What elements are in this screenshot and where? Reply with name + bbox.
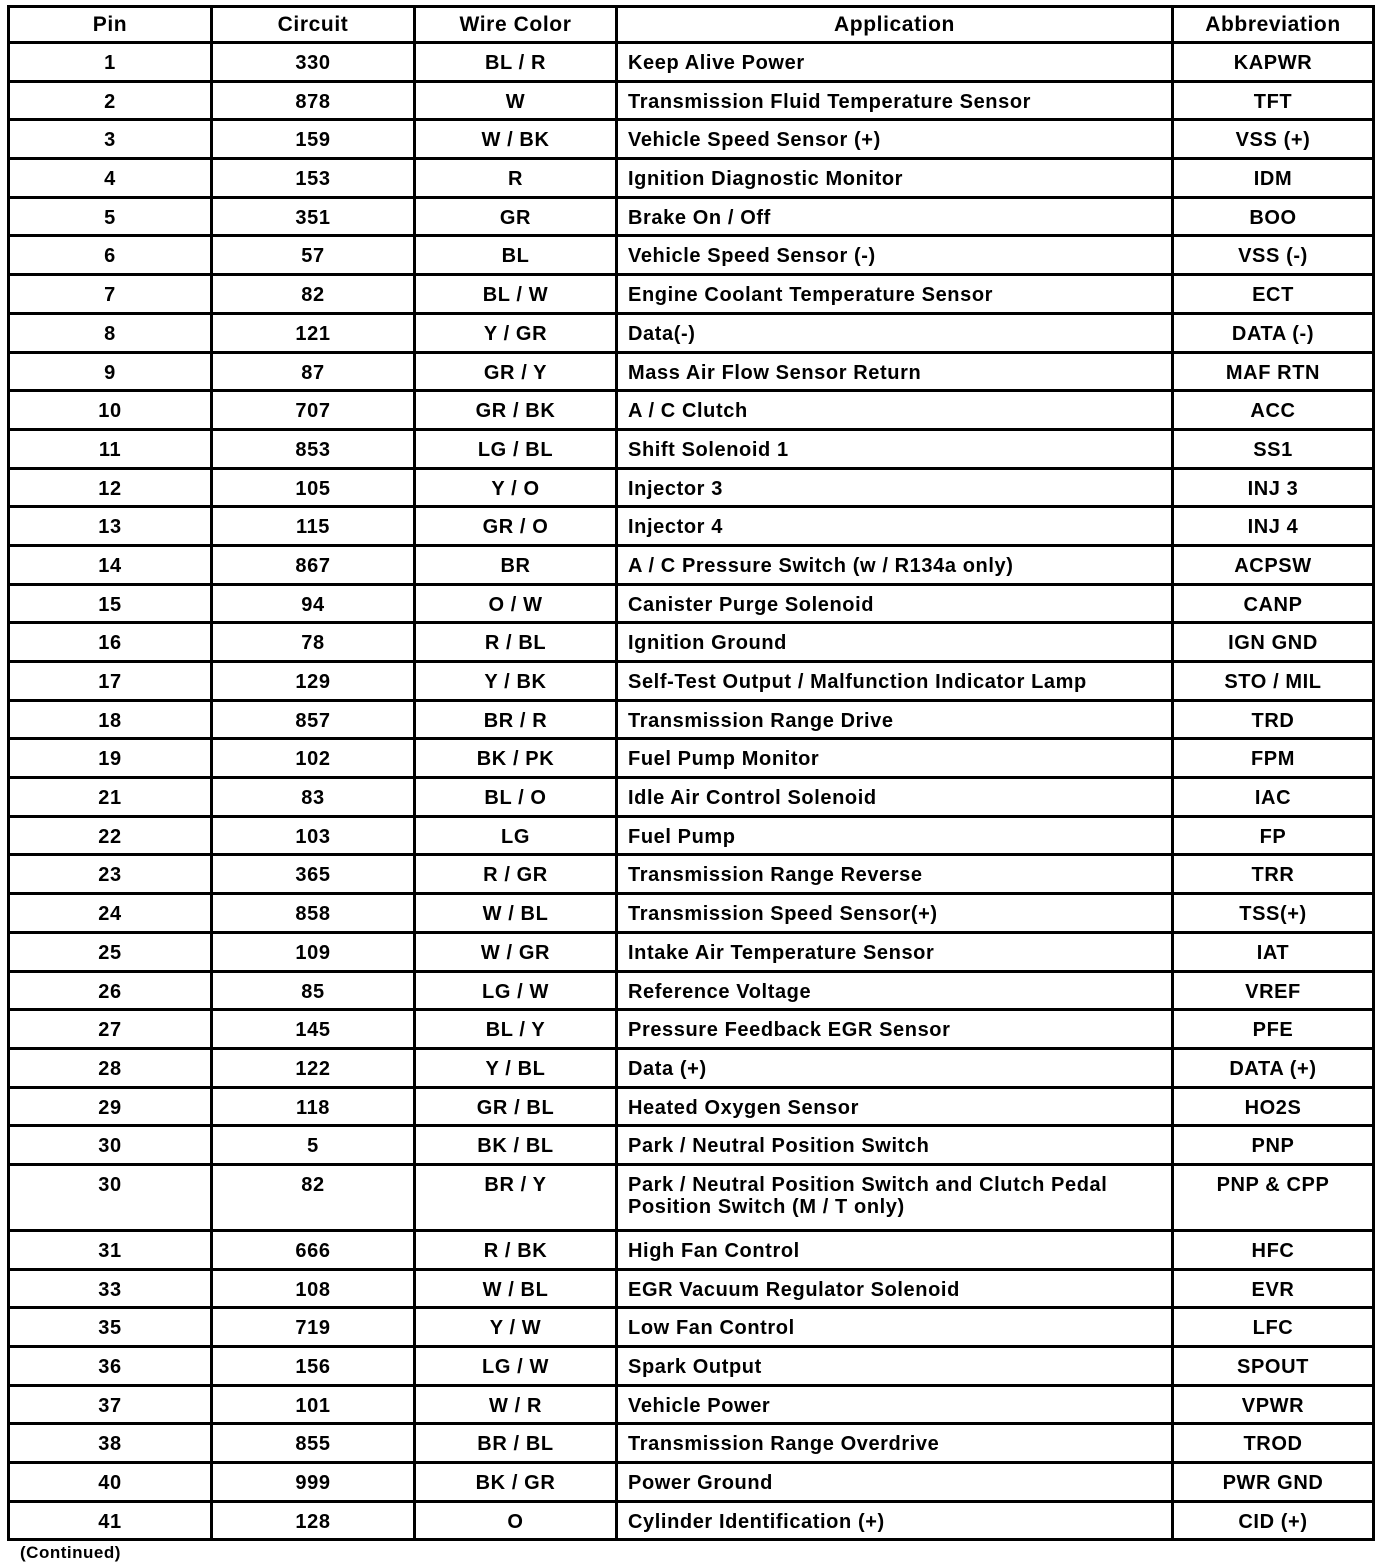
abbreviation-cell: DATA (+) <box>1173 1048 1374 1087</box>
table-row <box>9 1126 1374 1165</box>
wire-color-cell: BL / R <box>415 43 617 82</box>
pin-cell: 38 <box>9 1424 212 1463</box>
pin-cell: 6 <box>9 236 212 275</box>
wire-color-cell: LG / W <box>415 971 617 1010</box>
circuit-cell: 121 <box>212 313 415 352</box>
table-row <box>9 507 1374 546</box>
abbreviation-cell: INJ 4 <box>1173 507 1374 546</box>
abbreviation-cell: LFC <box>1173 1308 1374 1347</box>
table-row <box>9 352 1374 391</box>
circuit-cell: 82 <box>212 1164 415 1230</box>
abbreviation-cell: DATA (-) <box>1173 313 1374 352</box>
application-cell: Cylinder Identification (+) <box>617 1501 1173 1540</box>
circuit-cell: 351 <box>212 197 415 236</box>
wire-color-cell: W / R <box>415 1385 617 1424</box>
circuit-cell: 101 <box>212 1385 415 1424</box>
pin-cell: 16 <box>9 623 212 662</box>
abbreviation-cell: IAT <box>1173 932 1374 971</box>
wire-color-cell: Y / W <box>415 1308 617 1347</box>
wire-color-cell: Y / BK <box>415 662 617 701</box>
table-row <box>9 313 1374 352</box>
header-pin: Pin <box>9 7 212 43</box>
application-cell: Transmission Speed Sensor(+) <box>617 894 1173 933</box>
table-row <box>9 700 1374 739</box>
application-cell: Ignition Diagnostic Monitor <box>617 159 1173 198</box>
table-row <box>9 197 1374 236</box>
circuit-cell: 78 <box>212 623 415 662</box>
header-application: Application <box>617 7 1173 43</box>
pin-cell: 15 <box>9 584 212 623</box>
table-row <box>9 1347 1374 1386</box>
pin-cell: 21 <box>9 778 212 817</box>
circuit-cell: 108 <box>212 1269 415 1308</box>
application-cell: Transmission Range Reverse <box>617 855 1173 894</box>
abbreviation-cell: SPOUT <box>1173 1347 1374 1386</box>
abbreviation-cell: TFT <box>1173 81 1374 120</box>
pin-cell: 41 <box>9 1501 212 1540</box>
abbreviation-cell: FPM <box>1173 739 1374 778</box>
pin-cell: 27 <box>9 1010 212 1049</box>
application-cell: Brake On / Off <box>617 197 1173 236</box>
circuit-cell: 867 <box>212 545 415 584</box>
header-circuit: Circuit <box>212 7 415 43</box>
application-cell: A / C Clutch <box>617 391 1173 430</box>
abbreviation-cell: TRR <box>1173 855 1374 894</box>
circuit-cell: 122 <box>212 1048 415 1087</box>
continued-note: (Continued) <box>20 1543 121 1562</box>
application-cell: Ignition Ground <box>617 623 1173 662</box>
abbreviation-cell: VSS (-) <box>1173 236 1374 275</box>
table-body <box>9 43 1374 1540</box>
abbreviation-cell: ACC <box>1173 391 1374 430</box>
table-row <box>9 81 1374 120</box>
circuit-cell: 103 <box>212 816 415 855</box>
application-cell: Data(-) <box>617 313 1173 352</box>
pin-table <box>7 5 1375 1541</box>
circuit-cell: 853 <box>212 429 415 468</box>
circuit-cell: 855 <box>212 1424 415 1463</box>
table-row <box>9 1424 1374 1463</box>
wire-color-cell: R <box>415 159 617 198</box>
table-row <box>9 275 1374 314</box>
abbreviation-cell: TSS(+) <box>1173 894 1374 933</box>
abbreviation-cell: HO2S <box>1173 1087 1374 1126</box>
wire-color-cell: O / W <box>415 584 617 623</box>
application-cell: Self-Test Output / Malfunction Indicator Lamp <box>617 662 1173 701</box>
pin-cell: 19 <box>9 739 212 778</box>
circuit-cell: 105 <box>212 468 415 507</box>
application-cell: Injector 3 <box>617 468 1173 507</box>
wire-color-cell: R / GR <box>415 855 617 894</box>
abbreviation-cell: PNP <box>1173 1126 1374 1165</box>
application-cell: Fuel Pump <box>617 816 1173 855</box>
circuit-cell: 82 <box>212 275 415 314</box>
pin-cell: 13 <box>9 507 212 546</box>
abbreviation-cell: FP <box>1173 816 1374 855</box>
application-cell: Spark Output <box>617 1347 1173 1386</box>
table-row <box>9 1010 1374 1049</box>
table-row <box>9 1269 1374 1308</box>
abbreviation-cell: CANP <box>1173 584 1374 623</box>
wire-color-cell: BR / R <box>415 700 617 739</box>
circuit-cell: 145 <box>212 1010 415 1049</box>
circuit-cell: 115 <box>212 507 415 546</box>
table-row <box>9 159 1374 198</box>
wire-color-cell: O <box>415 1501 617 1540</box>
pin-cell: 12 <box>9 468 212 507</box>
wire-color-cell: BK / BL <box>415 1126 617 1165</box>
application-cell: Park / Neutral Position Switch and Clutch Pedal Position Switch (M / T only) <box>617 1164 1173 1230</box>
table-row <box>9 236 1374 275</box>
pin-cell: 25 <box>9 932 212 971</box>
wire-color-cell: BK / PK <box>415 739 617 778</box>
application-cell: Transmission Fluid Temperature Sensor <box>617 81 1173 120</box>
circuit-cell: 109 <box>212 932 415 971</box>
circuit-cell: 102 <box>212 739 415 778</box>
circuit-cell: 83 <box>212 778 415 817</box>
application-cell: Heated Oxygen Sensor <box>617 1087 1173 1126</box>
pin-cell: 40 <box>9 1463 212 1502</box>
circuit-cell: 153 <box>212 159 415 198</box>
wire-color-cell: BK / GR <box>415 1463 617 1502</box>
application-cell: Canister Purge Solenoid <box>617 584 1173 623</box>
pin-cell: 1 <box>9 43 212 82</box>
table-row <box>9 778 1374 817</box>
wire-color-cell: LG / BL <box>415 429 617 468</box>
pin-cell: 30 <box>9 1164 212 1230</box>
abbreviation-cell: PFE <box>1173 1010 1374 1049</box>
abbreviation-cell: VSS (+) <box>1173 120 1374 159</box>
abbreviation-cell: IDM <box>1173 159 1374 198</box>
table-row <box>9 584 1374 623</box>
wire-color-cell: GR / BK <box>415 391 617 430</box>
wire-color-cell: Y / BL <box>415 1048 617 1087</box>
circuit-cell: 85 <box>212 971 415 1010</box>
circuit-cell: 159 <box>212 120 415 159</box>
pin-cell: 18 <box>9 700 212 739</box>
abbreviation-cell: CID (+) <box>1173 1501 1374 1540</box>
table-row <box>9 1308 1374 1347</box>
circuit-cell: 999 <box>212 1463 415 1502</box>
table-row <box>9 1463 1374 1502</box>
wire-color-cell: LG <box>415 816 617 855</box>
table-row <box>9 894 1374 933</box>
application-cell: Transmission Range Overdrive <box>617 1424 1173 1463</box>
table-row <box>9 1164 1374 1230</box>
pin-cell: 22 <box>9 816 212 855</box>
pin-cell: 7 <box>9 275 212 314</box>
circuit-cell: 719 <box>212 1308 415 1347</box>
abbreviation-cell: SS1 <box>1173 429 1374 468</box>
table-row <box>9 1501 1374 1540</box>
wire-color-cell: BL / Y <box>415 1010 617 1049</box>
pin-cell: 37 <box>9 1385 212 1424</box>
wire-color-cell: BL <box>415 236 617 275</box>
application-cell: Vehicle Power <box>617 1385 1173 1424</box>
abbreviation-cell: MAF RTN <box>1173 352 1374 391</box>
circuit-cell: 128 <box>212 1501 415 1540</box>
pin-cell: 8 <box>9 313 212 352</box>
circuit-cell: 57 <box>212 236 415 275</box>
pin-cell: 36 <box>9 1347 212 1386</box>
application-cell: Fuel Pump Monitor <box>617 739 1173 778</box>
wire-color-cell: W / BL <box>415 894 617 933</box>
table-row <box>9 545 1374 584</box>
wire-color-cell: W <box>415 81 617 120</box>
pin-cell: 31 <box>9 1230 212 1269</box>
abbreviation-cell: ACPSW <box>1173 545 1374 584</box>
table-row <box>9 855 1374 894</box>
wire-color-cell: R / BK <box>415 1230 617 1269</box>
wire-color-cell: BL / W <box>415 275 617 314</box>
abbreviation-cell: VPWR <box>1173 1385 1374 1424</box>
application-cell: Power Ground <box>617 1463 1173 1502</box>
wire-color-cell: R / BL <box>415 623 617 662</box>
pin-cell: 5 <box>9 197 212 236</box>
pin-cell: 2 <box>9 81 212 120</box>
table-row <box>9 1230 1374 1269</box>
application-cell: Vehicle Speed Sensor (+) <box>617 120 1173 159</box>
table-row <box>9 43 1374 82</box>
table-row <box>9 468 1374 507</box>
table-row <box>9 1087 1374 1126</box>
abbreviation-cell: BOO <box>1173 197 1374 236</box>
circuit-cell: 365 <box>212 855 415 894</box>
application-cell: Park / Neutral Position Switch <box>617 1126 1173 1165</box>
table-row <box>9 391 1374 430</box>
pin-cell: 4 <box>9 159 212 198</box>
application-cell: Pressure Feedback EGR Sensor <box>617 1010 1173 1049</box>
table-row <box>9 662 1374 701</box>
abbreviation-cell: IGN GND <box>1173 623 1374 662</box>
table-row <box>9 429 1374 468</box>
circuit-cell: 707 <box>212 391 415 430</box>
header-row <box>9 7 1374 43</box>
application-cell: Mass Air Flow Sensor Return <box>617 352 1173 391</box>
abbreviation-cell: IAC <box>1173 778 1374 817</box>
circuit-cell: 94 <box>212 584 415 623</box>
wire-color-cell: BR <box>415 545 617 584</box>
header-abbreviation: Abbreviation <box>1173 7 1374 43</box>
circuit-cell: 5 <box>212 1126 415 1165</box>
pin-cell: 14 <box>9 545 212 584</box>
application-cell: Keep Alive Power <box>617 43 1173 82</box>
table-row <box>9 1048 1374 1087</box>
pin-cell: 23 <box>9 855 212 894</box>
circuit-cell: 129 <box>212 662 415 701</box>
application-cell: EGR Vacuum Regulator Solenoid <box>617 1269 1173 1308</box>
abbreviation-cell: STO / MIL <box>1173 662 1374 701</box>
application-cell: Transmission Range Drive <box>617 700 1173 739</box>
wire-color-cell: Y / GR <box>415 313 617 352</box>
application-cell: Intake Air Temperature Sensor <box>617 932 1173 971</box>
table-header <box>9 7 1374 43</box>
table-row <box>9 739 1374 778</box>
pin-cell: 3 <box>9 120 212 159</box>
abbreviation-cell: PNP & CPP <box>1173 1164 1374 1230</box>
wire-color-cell: W / BK <box>415 120 617 159</box>
abbreviation-cell: KAPWR <box>1173 43 1374 82</box>
circuit-cell: 87 <box>212 352 415 391</box>
abbreviation-cell: INJ 3 <box>1173 468 1374 507</box>
header-wire-color: Wire Color <box>415 7 617 43</box>
application-cell: Vehicle Speed Sensor (-) <box>617 236 1173 275</box>
abbreviation-cell: EVR <box>1173 1269 1374 1308</box>
circuit-cell: 330 <box>212 43 415 82</box>
table-row <box>9 623 1374 662</box>
pin-cell: 9 <box>9 352 212 391</box>
wire-color-cell: GR / BL <box>415 1087 617 1126</box>
table-row <box>9 971 1374 1010</box>
wire-color-cell: GR / Y <box>415 352 617 391</box>
table-row <box>9 1385 1374 1424</box>
wire-color-cell: BL / O <box>415 778 617 817</box>
wire-color-cell: GR / O <box>415 507 617 546</box>
circuit-cell: 156 <box>212 1347 415 1386</box>
application-cell: Shift Solenoid 1 <box>617 429 1173 468</box>
circuit-cell: 857 <box>212 700 415 739</box>
abbreviation-cell: TRD <box>1173 700 1374 739</box>
abbreviation-cell: ECT <box>1173 275 1374 314</box>
abbreviation-cell: VREF <box>1173 971 1374 1010</box>
application-cell: Engine Coolant Temperature Sensor <box>617 275 1173 314</box>
application-cell: High Fan Control <box>617 1230 1173 1269</box>
wire-color-cell: BR / BL <box>415 1424 617 1463</box>
table-row <box>9 120 1374 159</box>
pin-cell: 33 <box>9 1269 212 1308</box>
application-cell: A / C Pressure Switch (w / R134a only) <box>617 545 1173 584</box>
abbreviation-cell: HFC <box>1173 1230 1374 1269</box>
application-cell: Injector 4 <box>617 507 1173 546</box>
circuit-cell: 878 <box>212 81 415 120</box>
pin-cell: 30 <box>9 1126 212 1165</box>
wire-color-cell: Y / O <box>415 468 617 507</box>
application-cell: Idle Air Control Solenoid <box>617 778 1173 817</box>
pin-cell: 29 <box>9 1087 212 1126</box>
abbreviation-cell: TROD <box>1173 1424 1374 1463</box>
application-cell: Reference Voltage <box>617 971 1173 1010</box>
wire-color-cell: BR / Y <box>415 1164 617 1230</box>
pin-cell: 10 <box>9 391 212 430</box>
wire-color-cell: W / GR <box>415 932 617 971</box>
circuit-cell: 666 <box>212 1230 415 1269</box>
wire-color-cell: GR <box>415 197 617 236</box>
abbreviation-cell: PWR GND <box>1173 1463 1374 1502</box>
table-row <box>9 816 1374 855</box>
application-cell: Low Fan Control <box>617 1308 1173 1347</box>
pin-cell: 24 <box>9 894 212 933</box>
pin-cell: 35 <box>9 1308 212 1347</box>
pin-cell: 28 <box>9 1048 212 1087</box>
wire-color-cell: LG / W <box>415 1347 617 1386</box>
wire-color-cell: W / BL <box>415 1269 617 1308</box>
pin-cell: 26 <box>9 971 212 1010</box>
application-cell: Data (+) <box>617 1048 1173 1087</box>
pin-cell: 11 <box>9 429 212 468</box>
circuit-cell: 858 <box>212 894 415 933</box>
table-row <box>9 932 1374 971</box>
circuit-cell: 118 <box>212 1087 415 1126</box>
pin-cell: 17 <box>9 662 212 701</box>
